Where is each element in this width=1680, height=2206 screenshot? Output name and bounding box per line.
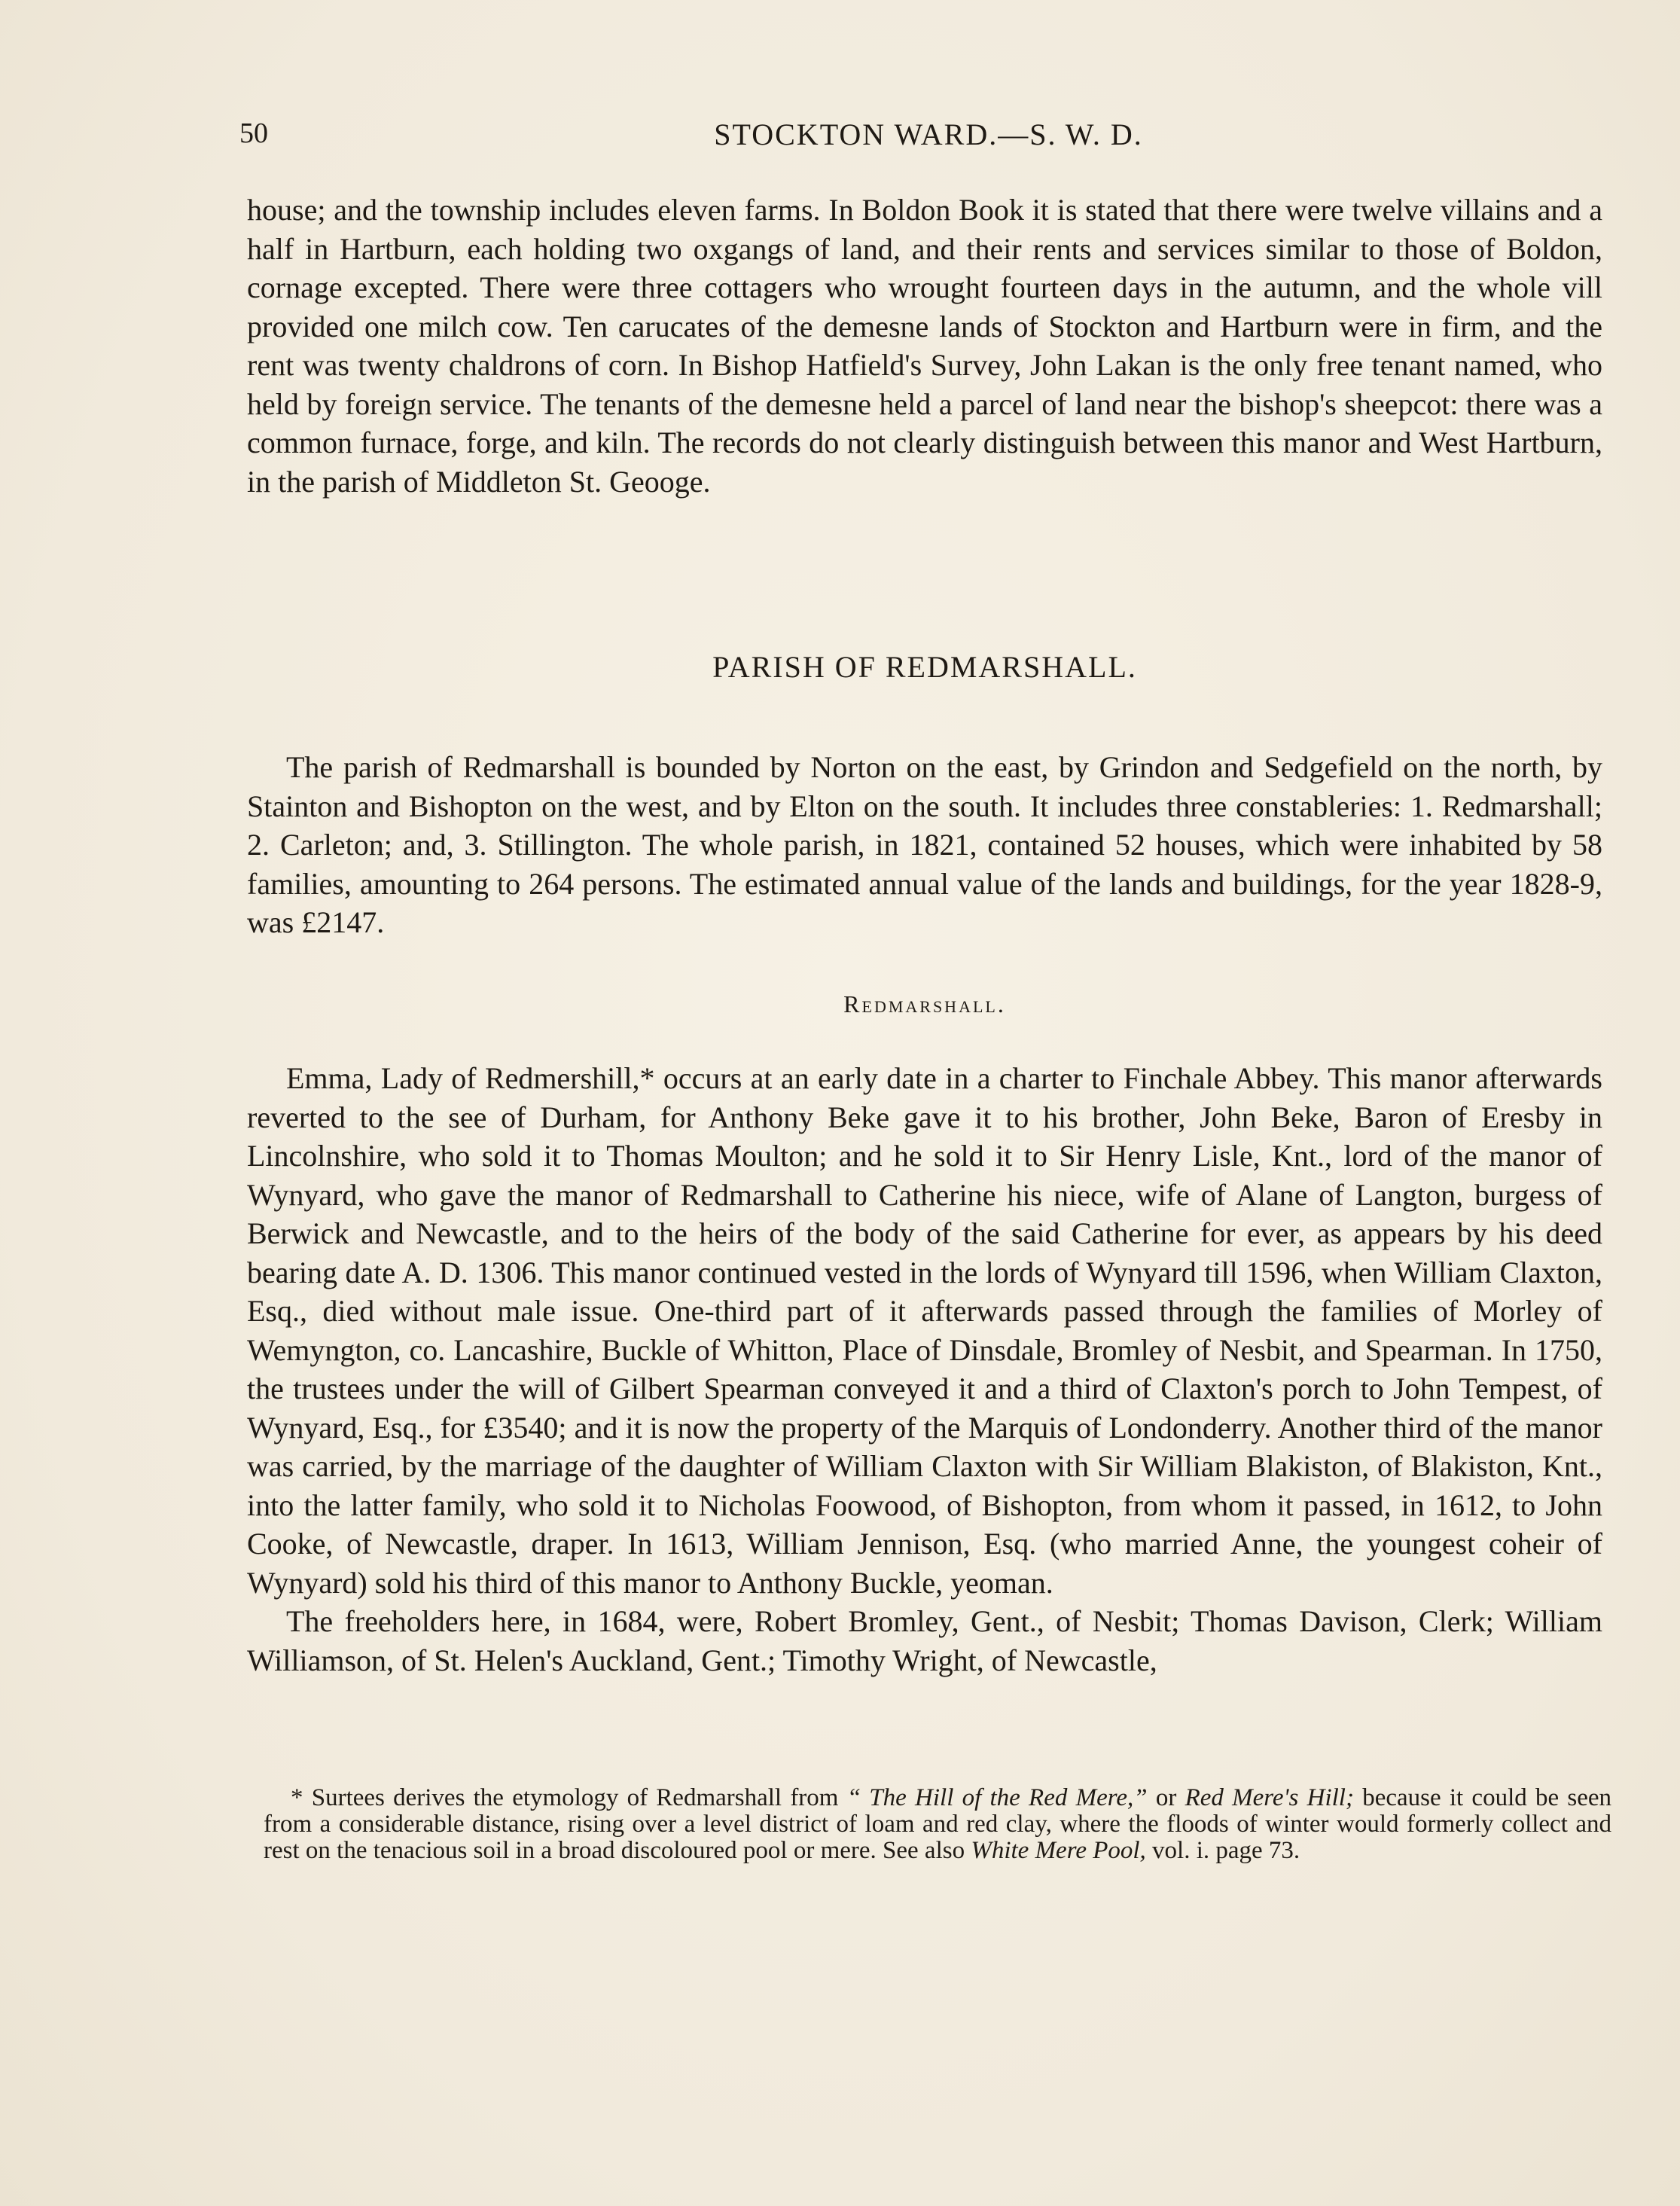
redmarshall-paragraph-1: Emma, Lady of Redmershill,* occurs at an early date in a charter to Finchale Abbey. This manor afterwards reverted to the see of Durham, for Anthony Beke gave it to his brother, John Beke, Baron of Eresby in Lincolnshire, who sold it to Thomas Moulton; and he sold it to Sir Henry Lisle, Knt., lord of the manor of Wynyard, who gave the manor of Redmarshall to Catherine his niece, wife of Alane of Langton, burgess of Berwick and Newcastle, and to the heirs of the body of the said Catherine for ever, as appears by his deed bearing date A. D. 1306. This manor continued vested in the lords of Wynyard till 1596, when William Claxton, Esq., died without male issue. One-third part of it afterwards passed through the families of Morley of Wemyngton, co. Lancashire, Buckle of Whitton, Place of Dinsdale, Bromley of Nesbit, and Spearman. In 1750, the trustees under the will of Gilbert Spearman conveyed it and a third of Claxton's porch to John Tempest, of Wynyard, Esq., for £3540; and it is now the property of the Marquis of Londonderry. Another third of the manor was carried, by the marriage of the daughter of William Claxton with Sir William Blakiston, of Blakiston, Knt., into the latter family, who sold it to Nicholas Foowood, of Bishopton, from whom it passed, in 1612, to John Cooke, of Newcastle, draper. In 1613, William Jennison, Esq. (who married Anne, the youngest coheir of Wynyard) sold his third of this manor to Anthony Buckle, yeoman. — [247, 1061, 1602, 1600]
footnote-text — [264, 1785, 1611, 1864]
footnote-reference-title: White Mere Pool, — [971, 1837, 1146, 1864]
parish-paragraph-block — [247, 748, 1602, 942]
parish-heading: PARISH OF REDMARSHALL. — [712, 650, 1137, 684]
footnote-marker: * Surtees derives the etymology of Redmarshall from — [291, 1784, 839, 1811]
intro-paragraph: house; and the township includes eleven farms. In Boldon Book it is stated that there were twelve villains and a half in Hartburn, each holding two oxgangs of land, and their rents and services similar to those of Boldon, cornage excepted. There were three cottagers who wrought fourteen days in the autumn, and the whole vill provided one milch cow. Ten carucates of the demesne lands of Stockton and Hartburn were in firm, and the rent was twenty chaldrons of corn. In Bishop Hatfield's Survey, John Lakan is the only free tenant named, who held by foreign service. The tenants of the demesne held a parcel of land near the bishop's sheepcot: there was a common furnace, forge, and kiln. The records do not clearly distinguish between this manor and West Hartburn, in the parish of Middleton St. Geooge. — [247, 193, 1602, 499]
footnote — [264, 1785, 1611, 1864]
redmarshall-paragraph-2: The freeholders here, in 1684, were, Robert Bromley, Gent., of Nesbit; Thomas Davison, Clerk; William Williamson, of St. Helen's Auckland, Gent.; Timothy Wright, of Newcastle, — [247, 1604, 1602, 1677]
footnote-quote-2: Red Mere's Hill; — [1185, 1784, 1354, 1811]
footnote-body: because it could be seen from a considerable distance, rising over a level district of loam and red clay, where the floods of winter would formerly collect and rest on the tenacious soil in a broad discoloured pool or mere. See also — [264, 1784, 1612, 1864]
footnote-quote-1: “ The Hill of the Red Mere,” — [846, 1784, 1148, 1811]
intro-paragraph-block — [247, 191, 1602, 501]
redmarshall-text-block — [247, 1059, 1602, 1680]
footnote-reference-rest: vol. i. page 73. — [1152, 1837, 1300, 1864]
running-head — [239, 117, 1617, 162]
page-number: 50 — [239, 117, 268, 149]
footnote-connector: or — [1155, 1784, 1177, 1811]
parish-paragraph: The parish of Redmarshall is bounded by Norton on the east, by Grindon and Sedgefield on the north, by Stainton and Bishopton on the west, and by Elton on the south. It includes three constableries: 1. Redmarshall; 2. Carleton; and, 3. Stillington. The whole parish, in 1821, contained 52 houses, which were inhabited by 58 families, amounting to 264 persons. The estimated annual value of the lands and buildings, for the year 1828-9, was £2147. — [247, 750, 1602, 939]
running-title: STOCKTON WARD.—S. W. D. — [714, 117, 1143, 151]
redmarshall-heading: Redmarshall. — [843, 990, 1006, 1018]
